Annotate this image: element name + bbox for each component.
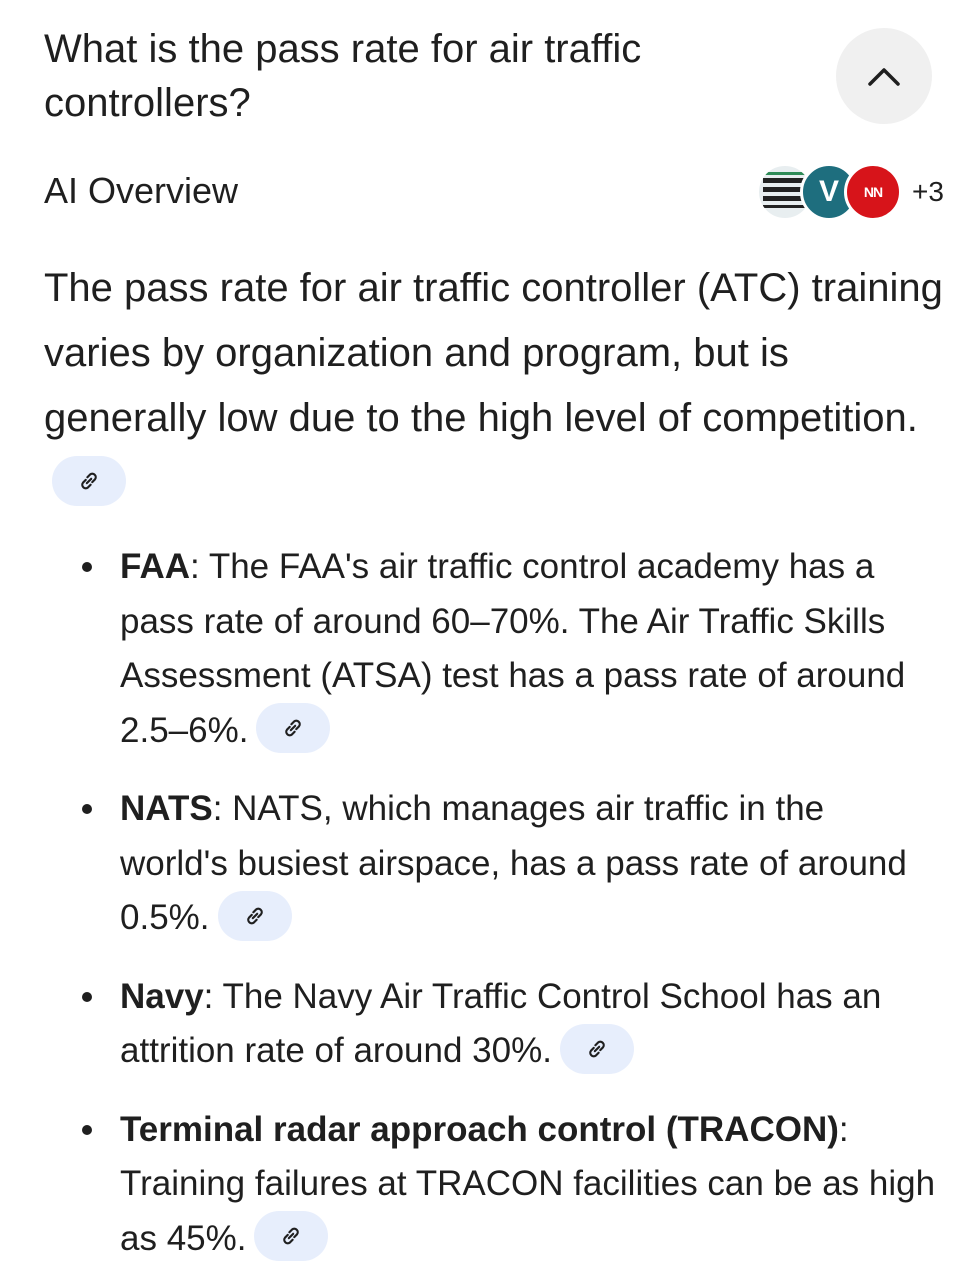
bullet-tracon (0, 1103, 976, 1267)
link-icon (76, 468, 102, 494)
question-title: What is the pass rate for air traffic controllers? (44, 27, 642, 125)
bullet-faa (0, 540, 976, 758)
bullet-term: Navy (120, 976, 204, 1016)
bullet-dot (82, 562, 92, 572)
source-badge-3[interactable] (844, 163, 902, 221)
intro-paragraph (44, 256, 944, 516)
ai-overview-title: AI Overview (44, 170, 239, 211)
bullet-dot (82, 1125, 92, 1135)
collapse-button[interactable] (836, 28, 932, 124)
bullet-dot (82, 992, 92, 1002)
bullet-link-chip[interactable] (560, 1024, 634, 1074)
link-icon (280, 715, 306, 741)
news-logo-icon: NN (863, 184, 883, 200)
sources-group[interactable] (756, 160, 944, 224)
bullet-term: Terminal radar approach control (TRACON) (120, 1109, 839, 1149)
bullet-link-chip[interactable] (218, 891, 292, 941)
v-logo-icon: V (818, 175, 839, 208)
bullet-link-chip[interactable] (254, 1211, 328, 1261)
bullet-link-chip[interactable] (256, 703, 330, 753)
sources-extra-count[interactable]: +3 (912, 176, 944, 207)
bullet-text: : NATS, which manages air traffic in the world's busiest airspace, has a pass rate of around 0.5%. (120, 789, 907, 937)
bullet-term: NATS (120, 789, 213, 828)
link-icon (278, 1223, 304, 1249)
intro-link-chip[interactable] (52, 456, 126, 506)
bullet-dot (82, 804, 92, 814)
bullet-text: : Training failures at TRACON facilities can be as high as 45%. (120, 1109, 936, 1258)
intro-text: The pass rate for air traffic controller (ATC) training varies by organization and program, but is generally low due to the high level of competition. (44, 266, 943, 440)
bullet-text: : The FAA's air traffic control academy has a pass rate of around 60–70%. The Air Traffic Skills Assessment (ATSA) test has a pass rate of around 2.5–6%. (120, 547, 906, 750)
bullet-term: FAA (120, 547, 190, 586)
link-icon (584, 1036, 610, 1062)
bullet-list (0, 540, 976, 1266)
bullet-navy (0, 970, 976, 1079)
bullet-text: : The Navy Air Traffic Control School has an attrition rate of around 30%. (120, 976, 882, 1070)
bullet-nats (0, 782, 976, 946)
chevron-up-icon (866, 64, 902, 88)
link-icon (242, 903, 268, 929)
